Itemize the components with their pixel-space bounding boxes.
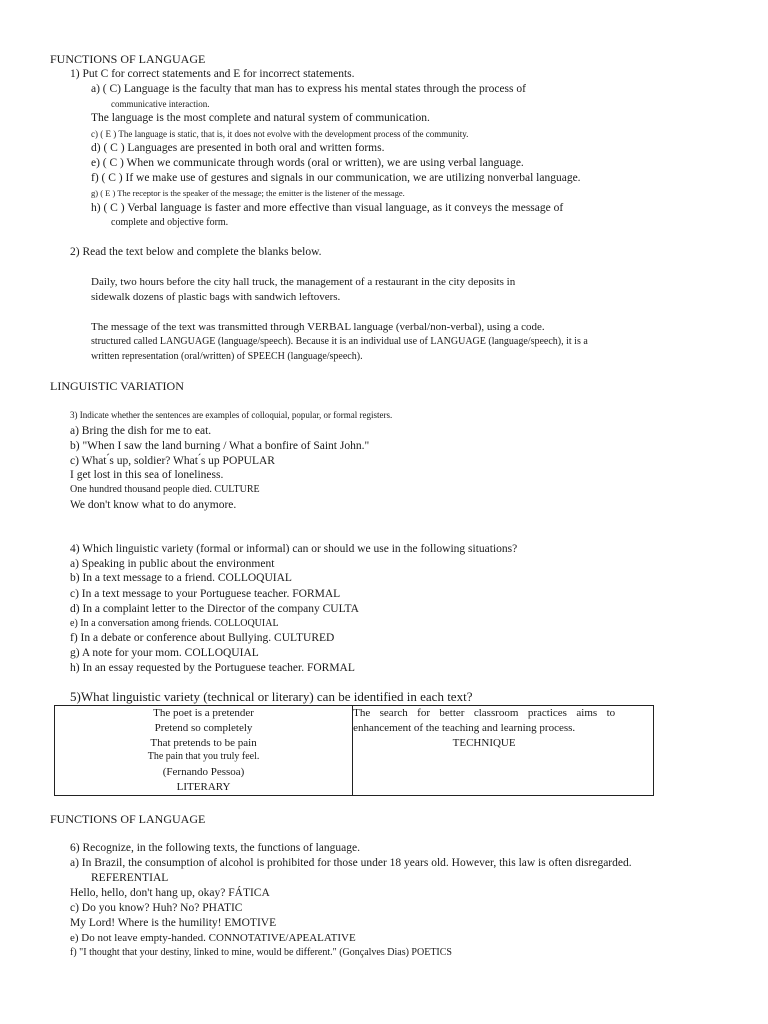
q3-item-f: We don't know what to do anymore. [70,499,237,511]
q5-texts-table [54,705,654,796]
q4-item-h: h) In an essay requested by the Portuguese teacher. FORMAL [70,662,355,674]
q5-technical-cell [353,706,654,796]
tech-line: enhancement of the teaching and learning process. [353,721,576,734]
q2-answer-line2: structured called LANGUAGE (language/speech). Because it is an individual use of LANGUAGE (language/speech), it is a [91,336,588,347]
q6-item-d: My Lord! Where is the humility! EMOTIVE [70,917,277,929]
poem-line: The poet is a pretender [153,707,254,719]
poem-line: Pretend so completely [154,721,253,734]
q1-item-h-cont: complete and objective form. [111,217,229,228]
q6-item-c: c) Do you know? Huh? No? PHATIC [70,902,243,914]
q1-stem: 1) Put C for correct statements and E for incorrect statements. [70,68,355,80]
q1-item-f: f) ( C ) If we make use of gestures and signals in our communication, we are utilizing nonverbal language. [91,172,581,184]
q2-answer-line3: written representation (oral/written) of SPEECH (language/speech). [91,351,363,362]
q4-item-c: c) In a text message to your Portuguese teacher. FORMAL [70,588,341,600]
q2-answer-line1: The message of the text was transmitted through VERBAL language (verbal/non-verbal), using a code. [91,321,545,333]
q5-stem: 5)What linguistic variety (technical or literary) can be identified in each text? [70,689,473,704]
q3-item-a: a) Bring the dish for me to eat. [70,425,212,437]
q3-item-b: b) "When I saw the land burning / What a bonfire of Saint John." [70,440,370,452]
q4-stem: 4) Which linguistic variety (formal or informal) can or should we use in the following situations? [70,543,518,555]
q2-stem: 2) Read the text below and complete the blanks below. [70,246,322,258]
section-title-functions: FUNCTIONS OF LANGUAGE [50,52,206,66]
tech-answer: TECHNIQUE [452,736,516,749]
q1-item-c: c) ( E ) The language is static, that is, it does not evolve with the development process of the community. [91,129,469,139]
q1-item-a-cont: communicative interaction. [111,99,210,109]
q4-item-e: e) In a conversation among friends. COLLOQUIAL [70,618,279,629]
poem-line: That pretends to be pain [150,736,257,749]
q6-item-b: Hello, hello, don't hang up, okay? FÁTICA [70,887,270,899]
q6-stem: 6) Recognize, in the following texts, the functions of language. [70,842,360,854]
poem-author: (Fernando Pessoa) [162,766,245,779]
q4-item-b: b) In a text message to a friend. COLLOQUIAL [70,572,292,584]
q3-item-d: I get lost in this sea of loneliness. [70,469,224,481]
q3-item-c: c) What ́s up, soldier? What ́s up POPULAR [70,455,275,467]
q4-item-a: a) Speaking in public about the environment [70,558,275,570]
q6-item-f: f) "I thought that your destiny, linked to mine, would be different." (Gonçalves Dias) POETICS [70,947,452,958]
q1-item-e: e) ( C ) When we communicate through words (oral or written), we are using verbal language. [91,157,524,169]
q1-item-g: g) ( E ) The receptor is the speaker of the message; the emitter is the listener of the message. [91,188,405,198]
q4-item-g: g) A note for your mom. COLLOQUIAL [70,647,259,659]
q5-literary-cell [55,706,353,796]
q4-item-d: d) In a complaint letter to the Director of the company CULTA [70,603,359,615]
section-title-functions-2: FUNCTIONS OF LANGUAGE [50,812,206,826]
q3-item-e: One hundred thousand people died. CULTURE [70,484,260,495]
q3-stem: 3) Indicate whether the sentences are examples of colloquial, popular, or formal registers. [70,410,393,420]
q4-item-f: f) In a debate or conference about Bullying. CULTURED [70,632,335,644]
q2-text-line2: sidewalk dozens of plastic bags with sandwich leftovers. [91,291,341,303]
q6-item-a-answer: REFERENTIAL [91,872,169,884]
q6-item-e: e) Do not leave empty-handed. CONNOTATIVE/APEALATIVE [70,932,356,944]
poem-answer: LITERARY [176,780,231,793]
q6-item-a: a) In Brazil, the consumption of alcohol is prohibited for those under 18 years old. However, this law is often disregarded. [70,857,632,869]
section-title-variation: LINGUISTIC VARIATION [50,379,184,393]
poem-line: The pain that you truly feel. [147,751,260,763]
q2-text-line1: Daily, two hours before the city hall truck, the management of a restaurant in the city deposits in [91,276,516,288]
q1-item-h: h) ( C ) Verbal language is faster and more effective than visual language, as it conveys the message of [91,202,564,214]
q1-item-b: The language is the most complete and natural system of communication. [91,112,430,124]
q1-item-a: a) ( C) Language is the faculty that man has to express his mental states through the process of [91,83,526,95]
q1-item-d: d) ( C ) Languages are presented in both oral and written forms. [91,142,385,154]
tech-line: The search for better classroom practices aims to [353,707,616,719]
